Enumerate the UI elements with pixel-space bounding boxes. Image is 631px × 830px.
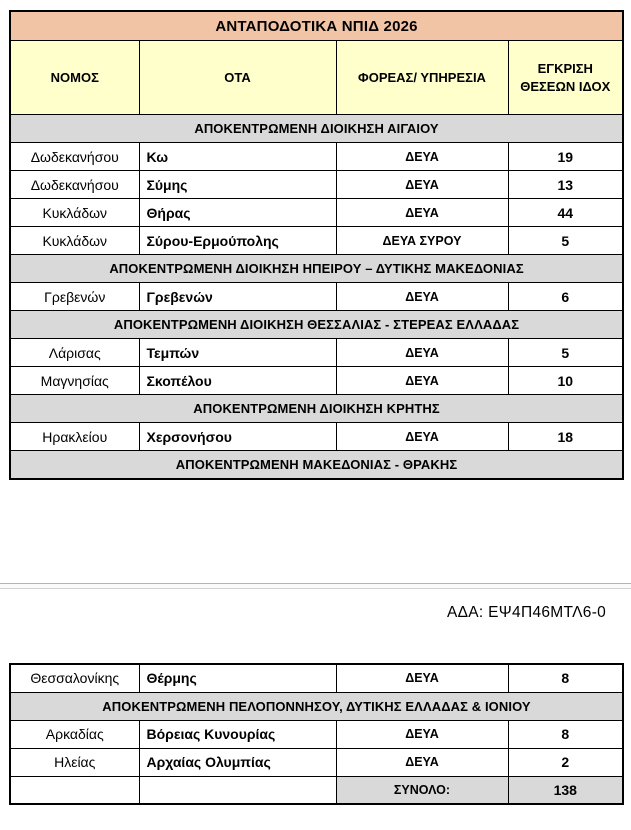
col-header-ota: ΟΤΑ bbox=[139, 41, 336, 115]
col-header-nomos: ΝΟΜΟΣ bbox=[10, 41, 139, 115]
cell-foreas: ΔΕΥΑ bbox=[336, 664, 508, 692]
section-header-label: ΑΠΟΚΕΝΤΡΩΜΕΝΗ ΜΑΚΕΔΟΝΙΑΣ - ΘΡΑΚΗΣ bbox=[10, 451, 623, 480]
table-title-row bbox=[10, 11, 623, 41]
cell-egkrisi: 8 bbox=[508, 720, 623, 748]
cell-ota: Κω bbox=[139, 143, 336, 171]
table-antapodotika-page2 bbox=[9, 663, 624, 805]
cell-ota: Χερσονήσου bbox=[139, 423, 336, 451]
data-row bbox=[10, 227, 623, 255]
cell-nomos: Μαγνησίας bbox=[10, 367, 139, 395]
cell-ota: Αρχαίας Ολυμπίας bbox=[139, 748, 336, 776]
cell-egkrisi: 8 bbox=[508, 664, 623, 692]
section-header-label: ΑΠΟΚΕΝΤΡΩΜΕΝΗ ΔΙΟΙΚΗΣΗ ΗΠΕΙΡΟΥ – ΔΥΤΙΚΗΣ ΜΑΚΕΔΟΝΙΑΣ bbox=[10, 255, 623, 283]
cell-egkrisi: 2 bbox=[508, 748, 623, 776]
cell-egkrisi: 13 bbox=[508, 171, 623, 199]
cell-egkrisi: 44 bbox=[508, 199, 623, 227]
data-row bbox=[10, 143, 623, 171]
cell-nomos: Δωδεκανήσου bbox=[10, 143, 139, 171]
total-value: 138 bbox=[508, 776, 623, 804]
cell-nomos: Θεσσαλονίκης bbox=[10, 664, 139, 692]
data-row bbox=[10, 748, 623, 776]
cell-ota: Θέρμης bbox=[139, 664, 336, 692]
table-title: ΑΝΤΑΠΟΔΟΤΙΚΑ ΝΠΙΔ 2026 bbox=[10, 11, 623, 41]
cell-foreas: ΔΕΥΑ bbox=[336, 367, 508, 395]
data-row bbox=[10, 720, 623, 748]
cell-egkrisi: 5 bbox=[508, 339, 623, 367]
table-antapodotika-page1 bbox=[9, 10, 624, 480]
cell-egkrisi: 5 bbox=[508, 227, 623, 255]
col-header-egkrisi-theseon-idox: ΕΓΚΡΙΣΗ ΘΕΣΕΩΝ ΙΔΟΧ bbox=[508, 41, 623, 115]
cell-ota: Γρεβενών bbox=[139, 283, 336, 311]
cell-nomos: Ηλείας bbox=[10, 748, 139, 776]
data-row bbox=[10, 199, 623, 227]
empty-cell bbox=[10, 776, 139, 804]
page-break-divider bbox=[0, 583, 631, 589]
cell-foreas: ΔΕΥΑ ΣΥΡΟΥ bbox=[336, 227, 508, 255]
cell-ota: Θήρας bbox=[139, 199, 336, 227]
section-header-label: ΑΠΟΚΕΝΤΡΩΜΕΝΗ ΠΕΛΟΠΟΝΝΗΣΟΥ, ΔΥΤΙΚΗΣ ΕΛΛΑΔΑΣ & ΙΟΝΙΟΥ bbox=[10, 692, 623, 720]
section-header-row bbox=[10, 311, 623, 339]
total-label: ΣΥΝΟΛΟ: bbox=[336, 776, 508, 804]
data-row bbox=[10, 664, 623, 692]
cell-nomos: Κυκλάδων bbox=[10, 199, 139, 227]
cell-foreas: ΔΕΥΑ bbox=[336, 199, 508, 227]
cell-foreas: ΔΕΥΑ bbox=[336, 720, 508, 748]
section-header-row bbox=[10, 451, 623, 480]
cell-foreas: ΔΕΥΑ bbox=[336, 423, 508, 451]
ada-code: ΑΔΑ: ΕΨ4Π46ΜΤΛ6-0 bbox=[447, 604, 607, 621]
data-row bbox=[10, 283, 623, 311]
cell-egkrisi: 10 bbox=[508, 367, 623, 395]
cell-egkrisi: 19 bbox=[508, 143, 623, 171]
section-header-label: ΑΠΟΚΕΝΤΡΩΜΕΝΗ ΔΙΟΙΚΗΣΗ ΘΕΣΣΑΛΙΑΣ - ΣΤΕΡΕΑΣ ΕΛΛΑΔΑΣ bbox=[10, 311, 623, 339]
cell-foreas: ΔΕΥΑ bbox=[336, 283, 508, 311]
section-header-label: ΑΠΟΚΕΝΤΡΩΜΕΝΗ ΔΙΟΙΚΗΣΗ ΑΙΓΑΙΟΥ bbox=[10, 115, 623, 143]
section-header-label: ΑΠΟΚΕΝΤΡΩΜΕΝΗ ΔΙΟΙΚΗΣΗ ΚΡΗΤΗΣ bbox=[10, 395, 623, 423]
cell-ota: Τεμπών bbox=[139, 339, 336, 367]
cell-egkrisi: 18 bbox=[508, 423, 623, 451]
cell-nomos: Γρεβενών bbox=[10, 283, 139, 311]
empty-cell bbox=[139, 776, 336, 804]
col-header-foreas-ypiresia: ΦΟΡΕΑΣ/ ΥΠΗΡΕΣΙΑ bbox=[336, 41, 508, 115]
total-row bbox=[10, 776, 623, 804]
cell-foreas: ΔΕΥΑ bbox=[336, 339, 508, 367]
section-header-row bbox=[10, 255, 623, 283]
cell-ota: Βόρειας Κυνουρίας bbox=[139, 720, 336, 748]
cell-foreas: ΔΕΥΑ bbox=[336, 171, 508, 199]
data-row bbox=[10, 171, 623, 199]
cell-ota: Σκοπέλου bbox=[139, 367, 336, 395]
cell-ota: Σύρου-Ερμούπολης bbox=[139, 227, 336, 255]
cell-nomos: Κυκλάδων bbox=[10, 227, 139, 255]
cell-foreas: ΔΕΥΑ bbox=[336, 143, 508, 171]
cell-foreas: ΔΕΥΑ bbox=[336, 748, 508, 776]
cell-nomos: Δωδεκανήσου bbox=[10, 171, 139, 199]
section-header-row bbox=[10, 115, 623, 143]
cell-nomos: Αρκαδίας bbox=[10, 720, 139, 748]
data-row bbox=[10, 423, 623, 451]
cell-nomos: Ηρακλείου bbox=[10, 423, 139, 451]
data-row bbox=[10, 339, 623, 367]
cell-egkrisi: 6 bbox=[508, 283, 623, 311]
section-header-row bbox=[10, 395, 623, 423]
data-row bbox=[10, 367, 623, 395]
cell-nomos: Λάρισας bbox=[10, 339, 139, 367]
cell-ota: Σύμης bbox=[139, 171, 336, 199]
column-header-row bbox=[10, 41, 623, 115]
section-header-row bbox=[10, 692, 623, 720]
